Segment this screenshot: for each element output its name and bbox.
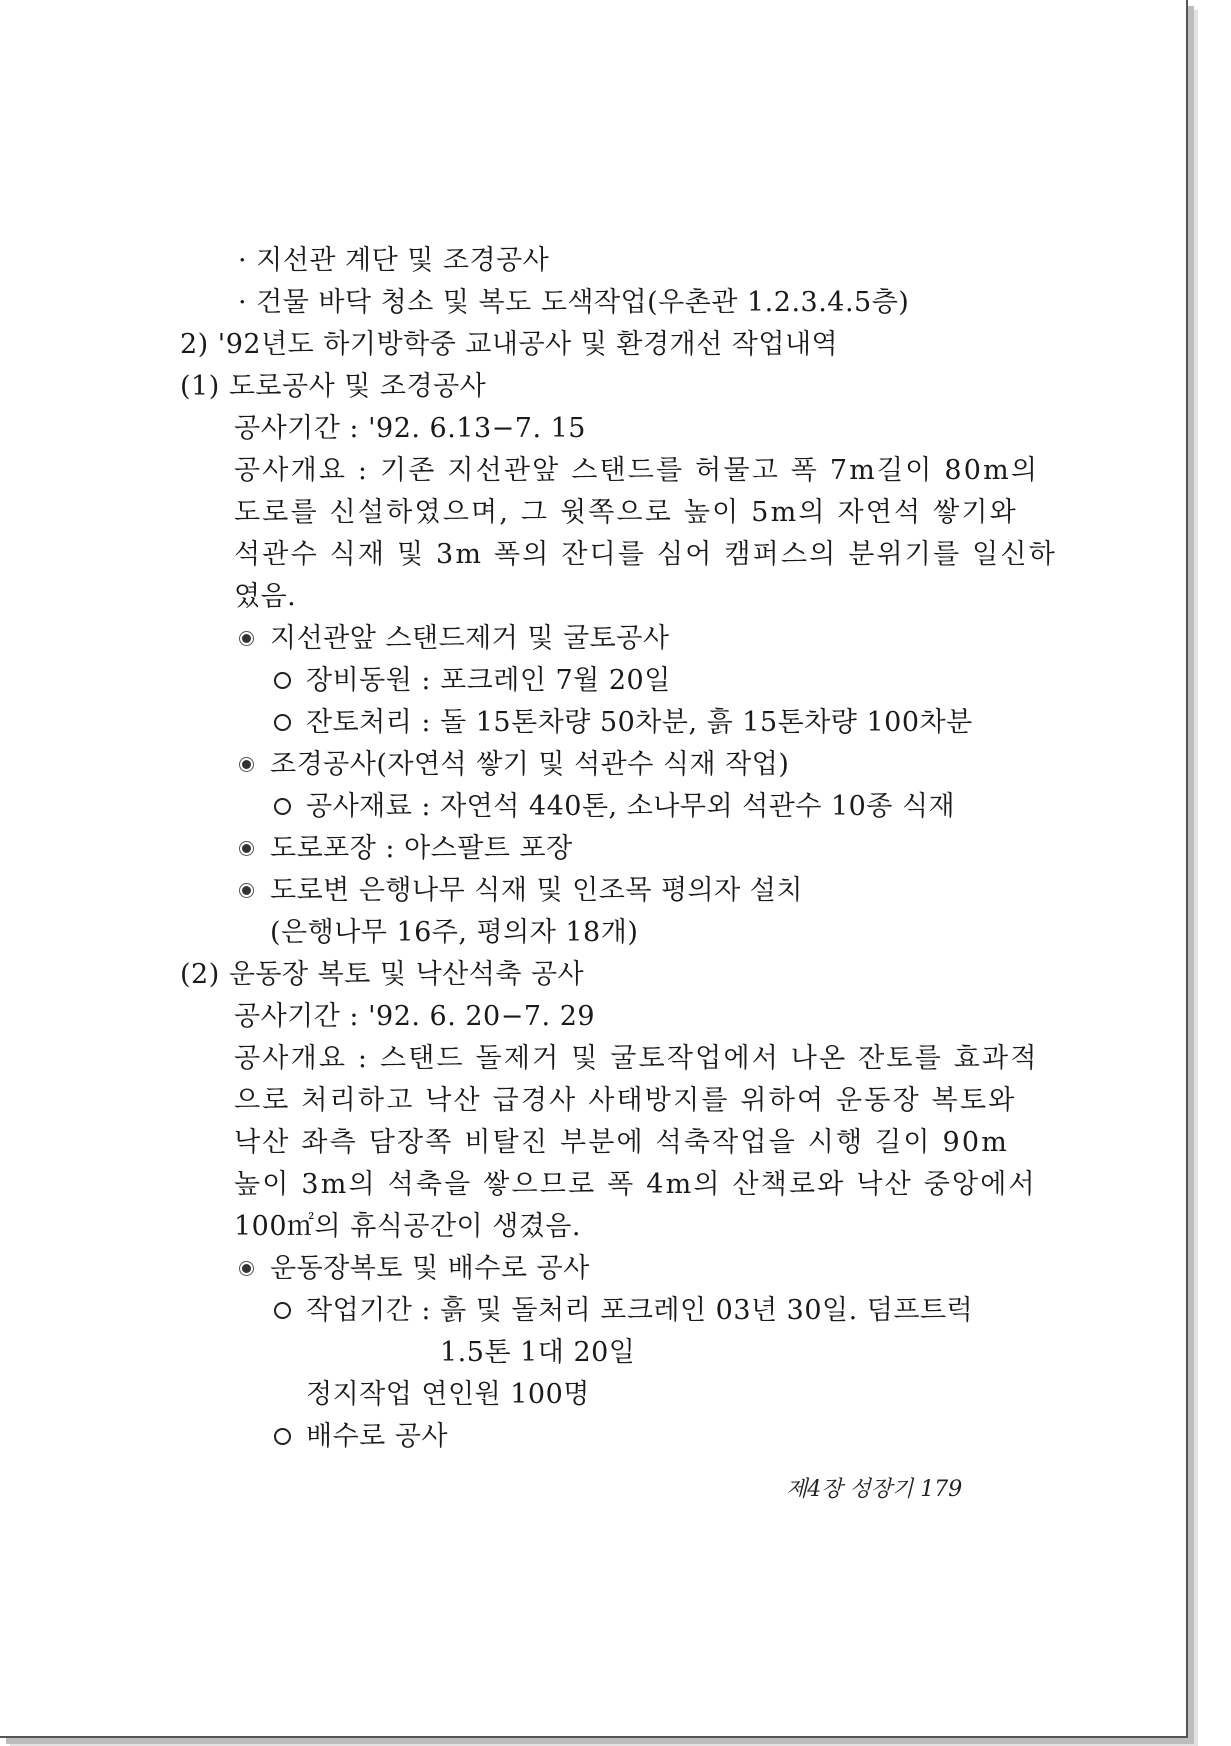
bullet-item: 도로변 은행나무 식재 및 인조목 평의자 설치 — [270, 875, 803, 906]
open-circle-bullet-icon — [274, 1428, 291, 1445]
text-line: 공사기간 : '92. 6.13−7. 15 — [234, 413, 586, 444]
open-circle-bullet-icon — [274, 672, 291, 689]
page-number: 179 — [920, 1477, 963, 1502]
text-line: 으로 처리하고 낙산 급경사 사태방지를 위하여 운동장 복토와 — [234, 1085, 1017, 1116]
sub-item: 작업기간 : 흙 및 돌처리 포크레인 03년 30일. 덤프트럭 — [306, 1295, 974, 1326]
filled-circle-bullet-icon — [242, 1264, 251, 1273]
filled-circle-bullet-icon — [242, 634, 251, 643]
filled-circle-bullet-icon — [242, 886, 251, 895]
filled-circle-bullet-icon — [242, 760, 251, 769]
text-line: 공사개요 : 스탠드 돌제거 및 굴토작업에서 나온 잔토를 효과적 — [234, 1043, 1039, 1074]
text-line: 공사기간 : '92. 6. 20−7. 29 — [234, 1001, 596, 1032]
sub-item: 장비동원 : 포크레인 7월 20일 — [306, 665, 671, 696]
sub-item: 잔토처리 : 돌 15톤차량 50차분, 흙 15톤차량 100차분 — [306, 707, 973, 738]
text-line: 낙산 좌측 담장쪽 비탈진 부분에 석축작업을 시행 길이 90m — [234, 1127, 1010, 1158]
section-heading: 2) '92년도 하기방학중 교내공사 및 환경개선 작업내역 — [180, 329, 839, 360]
sub-item: 배수로 공사 — [306, 1421, 448, 1452]
sub-item: 공사재료 : 자연석 440톤, 소나무외 석관수 10종 식재 — [306, 791, 956, 822]
text-line: · 지선관 계단 및 조경공사 — [238, 245, 550, 276]
text-line: 였음. — [234, 581, 297, 612]
subsection-heading: (2) 운동장 복토 및 낙산석축 공사 — [180, 959, 585, 990]
text-line: 100㎡의 휴식공간이 생겼음. — [234, 1211, 582, 1242]
text-line: 도로를 신설하였으며, 그 윗쪽으로 높이 5m의 자연석 쌓기와 — [234, 497, 1018, 528]
text-line: · 건물 바닥 청소 및 복도 도색작업(우촌관 1.2.3.4.5층) — [238, 287, 910, 318]
bullet-item: 조경공사(자연석 쌓기 및 석관수 식재 작업) — [270, 749, 790, 780]
open-circle-bullet-icon — [274, 1302, 291, 1319]
chapter-title: 제4장 성장기 — [786, 1477, 914, 1502]
text-line: 석관수 식재 및 3m 폭의 잔디를 심어 캠퍼스의 분위기를 일신하 — [234, 539, 1057, 570]
bullet-item: 도로포장 : 아스팔트 포장 — [270, 833, 573, 864]
page-footer — [786, 1476, 962, 1504]
text-line: 높이 3m의 석축을 쌓으므로 폭 4m의 산책로와 낙산 중앙에서 — [234, 1169, 1037, 1200]
bullet-item: 운동장복토 및 배수로 공사 — [270, 1253, 590, 1284]
sub-item-continuation: 정지작업 연인원 100명 — [306, 1379, 590, 1410]
text-line: 공사개요 : 기존 지선관앞 스탠드를 허물고 폭 7m길이 80m의 — [234, 455, 1040, 486]
filled-circle-bullet-icon — [242, 844, 251, 853]
bullet-item: 지선관앞 스탠드제거 및 굴토공사 — [270, 623, 670, 654]
subsection-heading: (1) 도로공사 및 조경공사 — [180, 371, 487, 402]
open-circle-bullet-icon — [274, 798, 291, 815]
bullet-item-continuation: (은행나무 16주, 평의자 18개) — [270, 917, 639, 948]
open-circle-bullet-icon — [274, 714, 291, 731]
sub-item-continuation: 1.5톤 1대 20일 — [440, 1337, 636, 1368]
